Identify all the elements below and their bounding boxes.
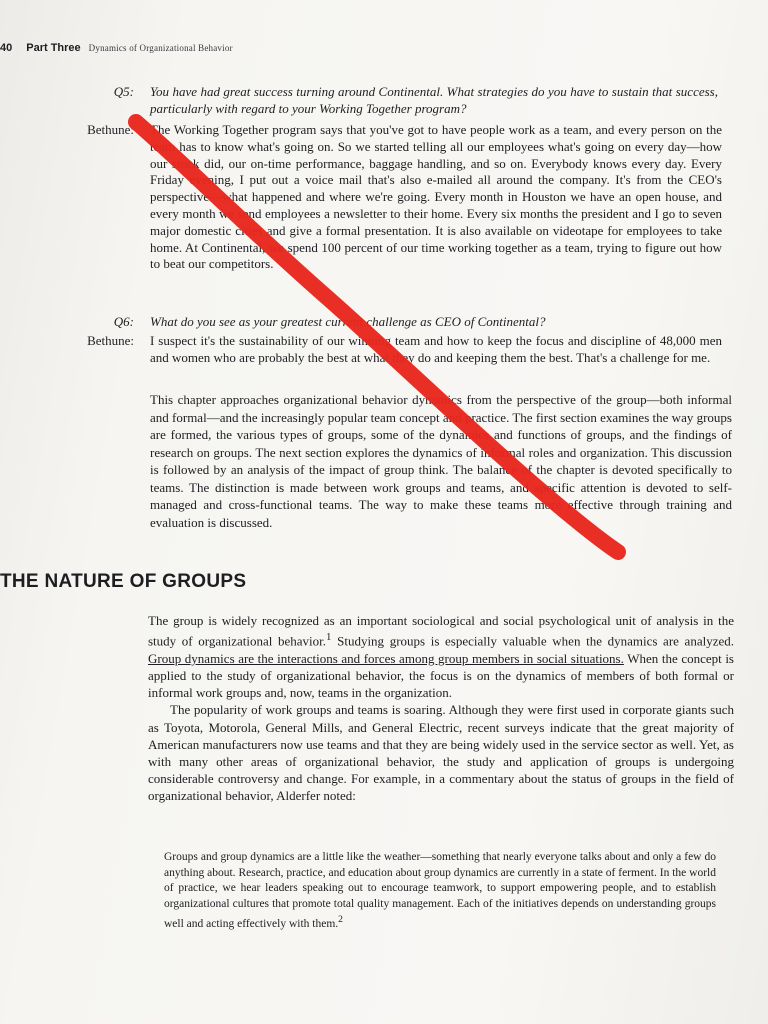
body-paragraph-2: The popularity of work groups and teams is soaring. Although they were first used in corporate giants such as Toyota, Motorola, General Mills, and General Electric, recent surveys indicate that the great majority of American manufacturers now use teams and that they are being widely used in the service sector as well. Yet, as with many other areas of organizational behavior, the study and application of groups is undergoing considerable controversy and change. For example, in a commentary about the status of groups in the field of organizational behavior, Alderfer noted: bbox=[148, 702, 734, 804]
section-body bbox=[148, 612, 734, 805]
footnote-ref-2: 2 bbox=[338, 914, 343, 926]
q5-question: You have had great success turning around Continental. What strategies do you have to sustain that success, particularly with regard to your Working Together program? bbox=[150, 84, 718, 116]
body-p1-part-c: When the concept is applied to the study of organizational behavior, the focus is on the dynamics of members of both formal or informal work groups and, now, teams in the organization. bbox=[148, 650, 734, 701]
body-paragraph-1 bbox=[148, 612, 734, 701]
body-p1-part-b: Studying groups is especially valuable when the dynamics are analyzed. bbox=[331, 633, 734, 649]
footnote-ref-1: 1 bbox=[326, 631, 332, 644]
part-title: Dynamics of Organizational Behavior bbox=[88, 43, 233, 53]
a5-speaker: Bethune: bbox=[87, 122, 134, 137]
q6-question: What do you see as your greatest current challenge as CEO of Continental? bbox=[150, 314, 546, 329]
chapter-intro-paragraph: This chapter approaches organizational behavior dynamics from the perspective of the group—both informal and formal—and the increasingly popular team concept and practice. The first section examines the way groups are formed, the various types of groups, some of the dynamics and functions of groups, and the findings of research on groups. The next section explores the dynamics of informal roles and organization. This discussion is followed by an analysis of the impact of group think. The balance of the chapter is devoted specifically to teams. The distinction is made between work groups and teams, and specific attention is devoted to self-managed and cross-functional teams. The way to make these teams more effective through training and evaluation is discussed. bbox=[150, 392, 732, 530]
running-head bbox=[0, 40, 233, 55]
a6-speaker: Bethune: bbox=[87, 333, 134, 348]
part-label: Part Three bbox=[26, 42, 81, 54]
underlined-definition: Group dynamics are the interactions and forces among group members in social situations. bbox=[148, 650, 624, 666]
page-number: 40 bbox=[0, 42, 13, 54]
block-quote bbox=[164, 850, 716, 933]
body-p1-part-a: The group is widely recognized as an important sociological and social psychological unit of analysis in the study of organizational behavior. bbox=[148, 613, 734, 649]
a6-answer: I suspect it's the sustainability of our winning team and how to keep the focus and discipline of 48,000 men and women who are probably the best at what they do and keeping them the best. That's a challenge for me. bbox=[150, 333, 722, 365]
a5-answer: The Working Together program says that you've got to have people work as a team, and every person on the team has to know what's going on. So we started telling all our employees what's going on every day—how our stock did, our on-time performance, baggage handling, and so on. Everybody knows every day. Every Friday evening, I put out a voice mail that's also e-mailed all around the company. It's from the CEO's perspective—what happened and where we're going. Every month in Houston we have an open house, and every month we send employees a newsletter to their home. Every six months the president and I go to seven major domestic cities and give a formal presentation. It is also available on videotape for employees to take home. At Continental, we spend 100 percent of our time working together as a team, trying to figure out how to beat our competitors. bbox=[150, 122, 722, 272]
q5-label: Q5: bbox=[113, 84, 134, 99]
section-heading: THE NATURE OF GROUPS bbox=[0, 571, 247, 592]
quote-text: Groups and group dynamics are a little like the weather—something that nearly everyone talks about and only a few do anything about. Research, practice, and education about group dynamics are currently in a state of ferment. In the world of practice, we hear leaders speaking out to encourage teamwork, to support empowering people, and to establish organizational cultures that promote total quality management. Each of the initiatives depends on understanding groups well and acting effectively with them. bbox=[164, 851, 716, 931]
q6-label: Q6: bbox=[113, 314, 134, 329]
